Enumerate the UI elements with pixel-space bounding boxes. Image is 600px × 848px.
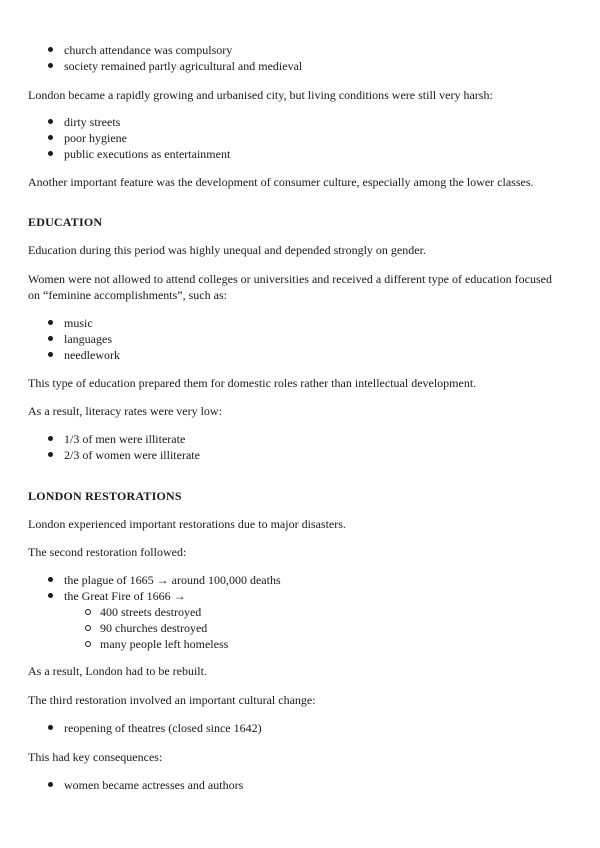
list-item: the plague of 1665 → around 100,000 deaths (28, 572, 580, 588)
heading-education: EDUCATION (28, 215, 103, 229)
sub-list-item: 400 streets destroyed (28, 604, 580, 620)
list-item: public executions as entertainment (28, 146, 580, 162)
paragraph-consumer-culture: Another important feature was the development of consumer culture, especially among the lower classes. (28, 175, 534, 189)
literacy-list (28, 431, 580, 463)
list-item: reopening of theatres (closed since 1642) (28, 720, 580, 736)
heading-london-restorations: LONDON RESTORATIONS (28, 489, 182, 503)
paragraph-literacy: As a result, literacy rates were very low: (28, 404, 222, 418)
conditions-list (28, 114, 580, 162)
list-item: languages (28, 331, 580, 347)
paragraph-consequences: This had key consequences: (28, 750, 163, 764)
second-restoration-list (28, 572, 580, 652)
list-item: poor hygiene (28, 130, 580, 146)
list-item: society remained partly agricultural and medieval (28, 58, 580, 74)
paragraph-rebuilt: As a result, London had to be rebuilt. (28, 664, 207, 678)
list-item: 1/3 of men were illiterate (28, 431, 580, 447)
paragraph-domestic-roles: This type of education prepared them for domestic roles rather than intellectual development. (28, 376, 477, 390)
theatres-list (28, 720, 580, 736)
paragraph-education-intro: Education during this period was highly unequal and depended strongly on gender. (28, 243, 426, 257)
list-item: needlework (28, 347, 580, 363)
sub-list-item: 90 churches destroyed (28, 620, 580, 636)
accomplishments-list (28, 315, 580, 363)
list-item: women became actresses and authors (28, 777, 580, 793)
consequences-list (28, 777, 580, 793)
paragraph-london-conditions: London became a rapidly growing and urbanised city, but living conditions were still very harsh: (28, 88, 493, 102)
paragraph-second-restoration: The second restoration followed: (28, 545, 187, 559)
intro-list (28, 42, 580, 74)
list-item: music (28, 315, 580, 331)
paragraph-women-education: Women were not allowed to attend colleges or universities and received a different type of education focused on “feminine accomplishments”, such as: (28, 272, 552, 302)
list-item: the Great Fire of 1666 → (28, 588, 580, 604)
list-item: church attendance was compulsory (28, 42, 580, 58)
list-item: dirty streets (28, 114, 580, 130)
sub-list-item: many people left homeless (28, 636, 580, 652)
paragraph-restorations-intro: London experienced important restorations due to major disasters. (28, 517, 346, 531)
paragraph-third-restoration: The third restoration involved an important cultural change: (28, 693, 316, 707)
list-item: 2/3 of women were illiterate (28, 447, 580, 463)
